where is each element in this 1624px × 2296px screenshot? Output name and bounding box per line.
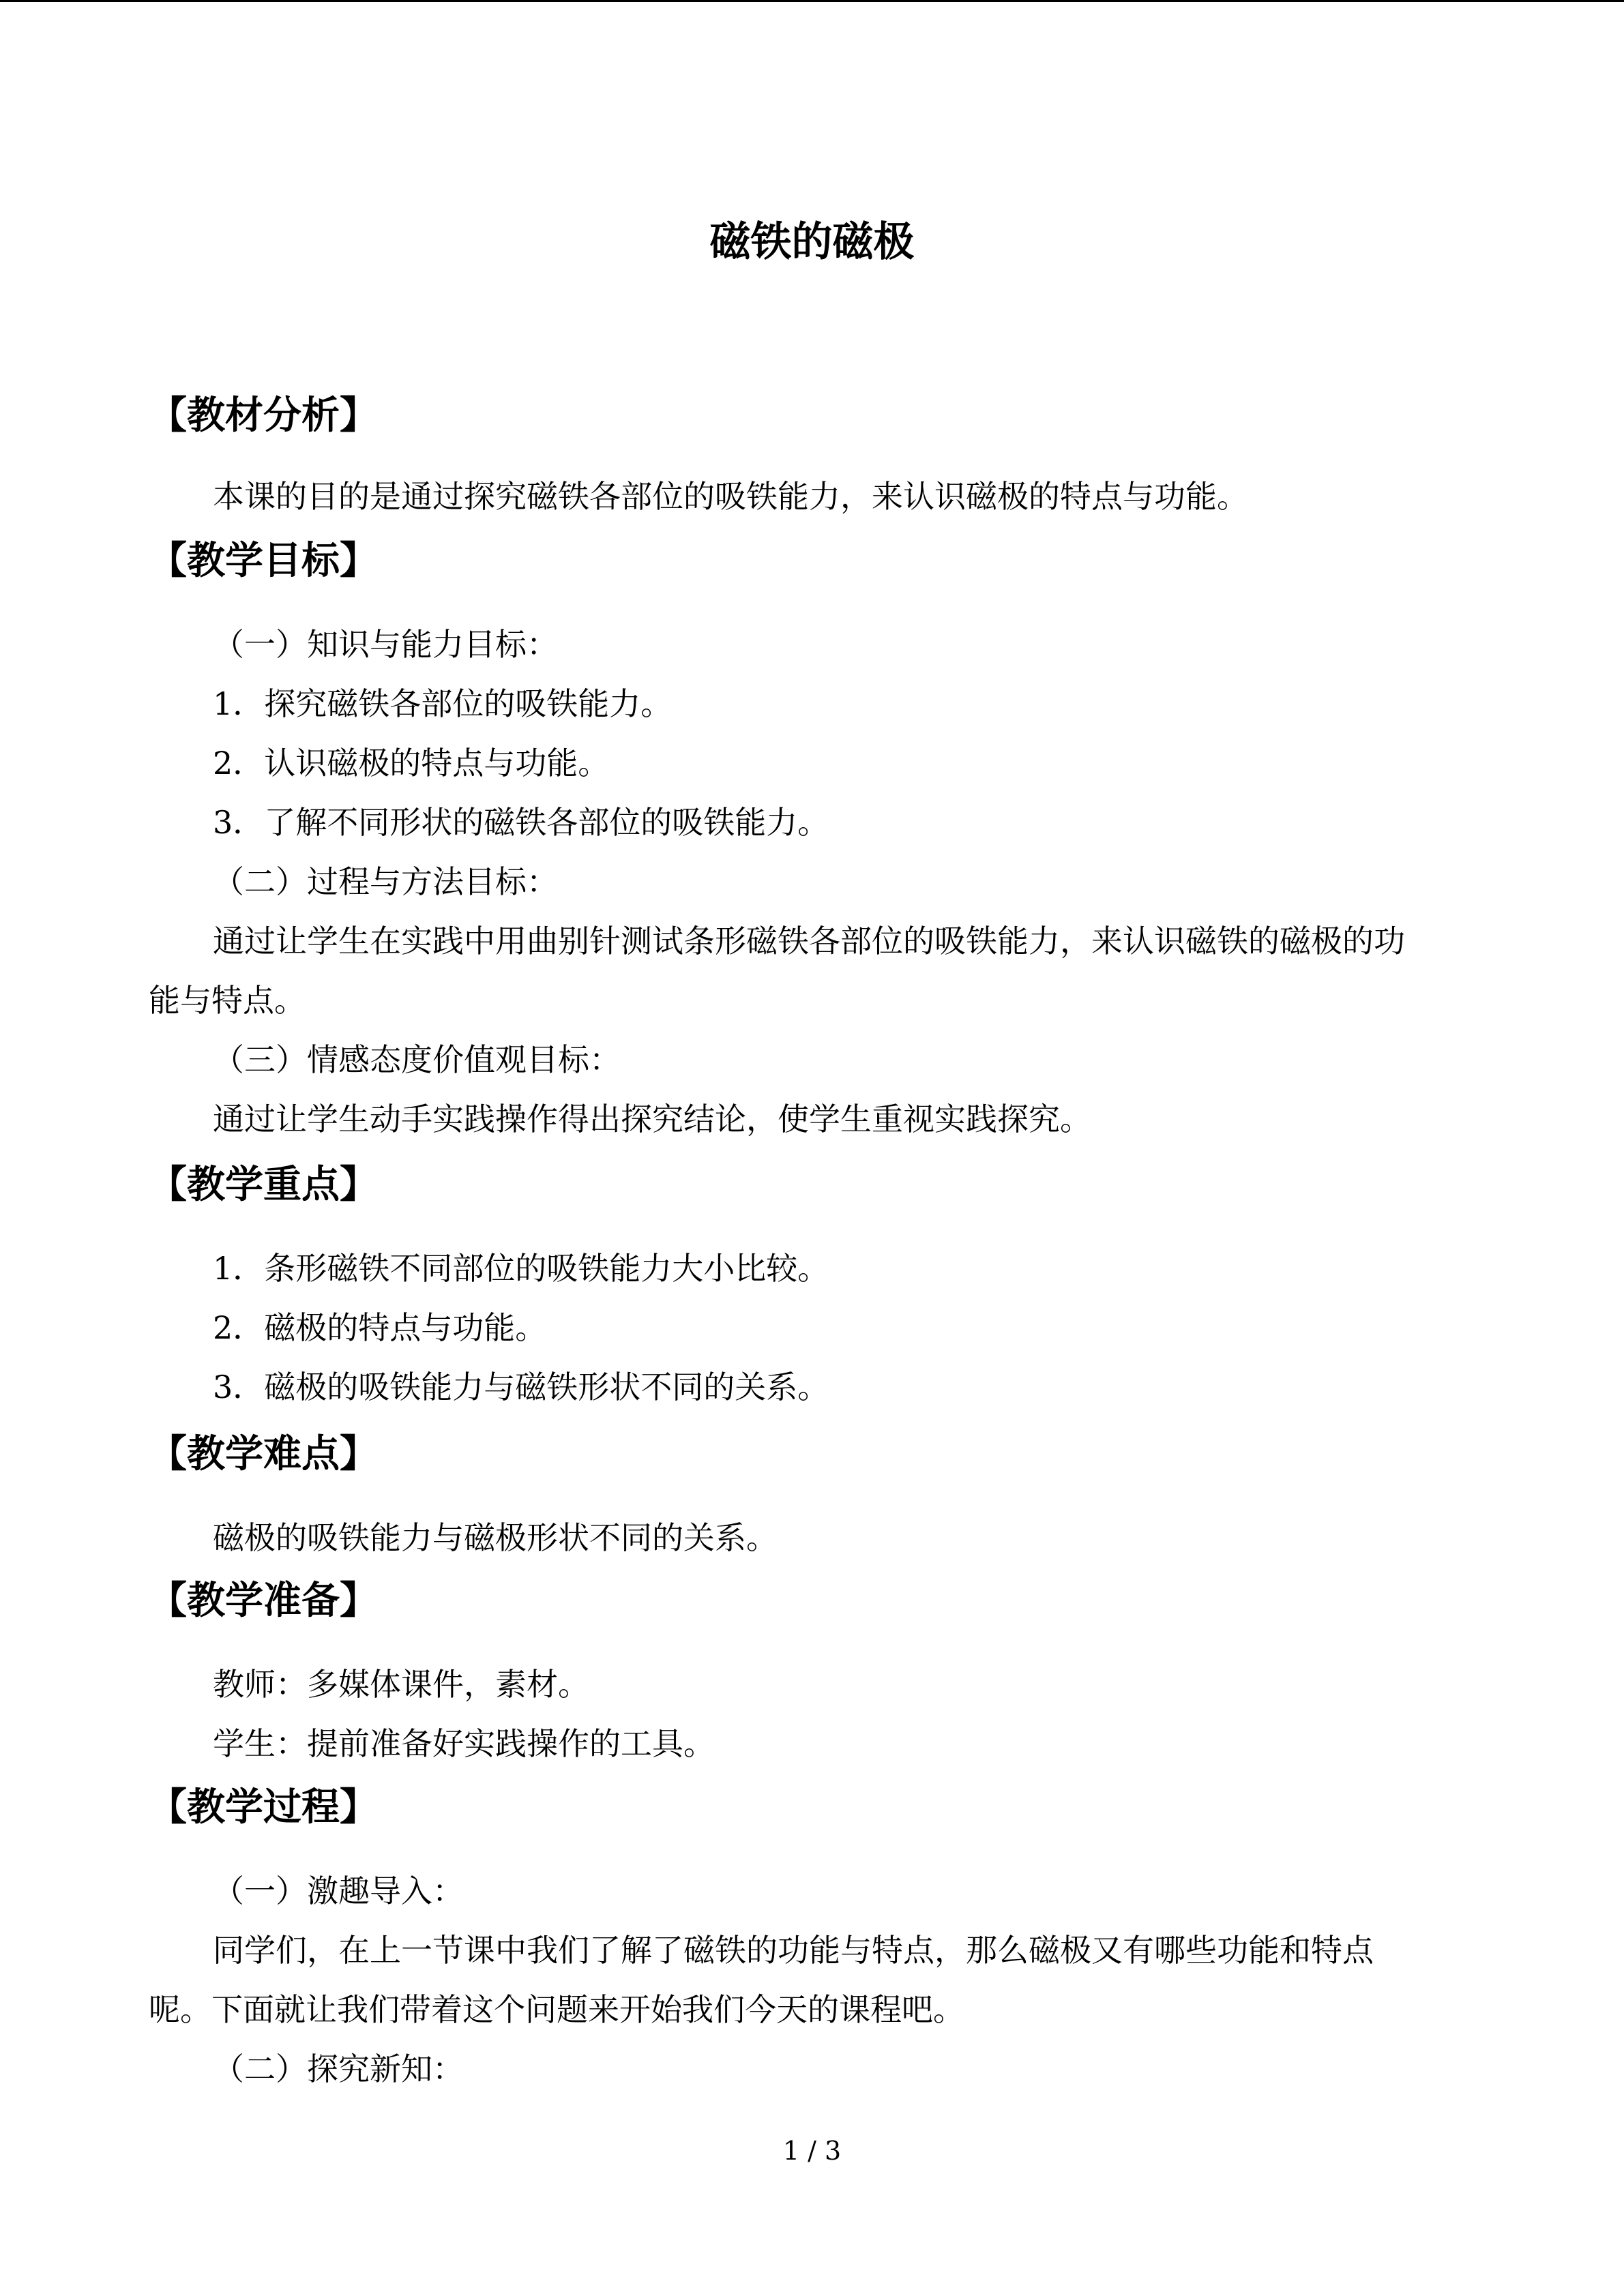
process-subheading-explore: （二）探究新知： (213, 2051, 464, 2087)
key-point-item-1: 1．条形磁铁不同部位的吸铁能力大小比较。 (213, 1250, 829, 1287)
difficulties-paragraph: 磁极的吸铁能力与磁极形状不同的关系。 (213, 1519, 778, 1556)
analysis-paragraph: 本课的目的是通过探究磁铁各部位的吸铁能力，来认识磁极的特点与功能。 (213, 478, 1248, 515)
heading-preparation: 【教学准备】 (149, 1579, 378, 1623)
process-intro-line-1: 同学们，在上一节课中我们了解了磁铁的功能与特点，那么磁极又有哪些功能和特点 (213, 1932, 1374, 1969)
goals-item-2: 2．认识磁极的特点与功能。 (213, 745, 610, 781)
process-intro-line-2: 呢。下面就让我们带着这个问题来开始我们今天的课程吧。 (149, 1991, 964, 2028)
goals-subheading-attitude: （三）情感态度价值观目标： (213, 1041, 621, 1078)
heading-teaching-goals: 【教学目标】 (149, 539, 378, 583)
heading-textbook-analysis: 【教材分析】 (149, 393, 378, 438)
goals-item-1: 1．探究磁铁各部位的吸铁能力。 (213, 685, 673, 722)
goals-process-line-1: 通过让学生在实践中用曲别针测试条形磁铁各部位的吸铁能力，来认识磁铁的磁极的功 (213, 923, 1405, 959)
preparation-student: 学生：提前准备好实践操作的工具。 (213, 1725, 715, 1762)
goals-attitude-paragraph: 通过让学生动手实践操作得出探究结论，使学生重视实践探究。 (213, 1101, 1091, 1137)
process-subheading-intro: （一）激趣导入： (213, 1873, 464, 1909)
document-title: 磁铁的磁极 (709, 218, 915, 266)
goals-subheading-process: （二）过程与方法目标： (213, 863, 558, 900)
page-number: 1 / 3 (782, 2136, 842, 2166)
key-point-item-3: 3．磁极的吸铁能力与磁铁形状不同的关系。 (213, 1369, 829, 1405)
heading-difficulties: 【教学难点】 (149, 1432, 378, 1476)
goals-process-line-2: 能与特点。 (149, 982, 306, 1019)
goals-subheading-knowledge: （一）知识与能力目标： (213, 626, 558, 663)
preparation-teacher: 教师：多媒体课件，素材。 (213, 1666, 589, 1703)
key-point-item-2: 2．磁极的特点与功能。 (213, 1309, 547, 1346)
heading-key-points: 【教学重点】 (149, 1163, 378, 1207)
heading-teaching-process: 【教学过程】 (149, 1785, 378, 1830)
goals-item-3: 3．了解不同形状的磁铁各部位的吸铁能力。 (213, 804, 829, 841)
